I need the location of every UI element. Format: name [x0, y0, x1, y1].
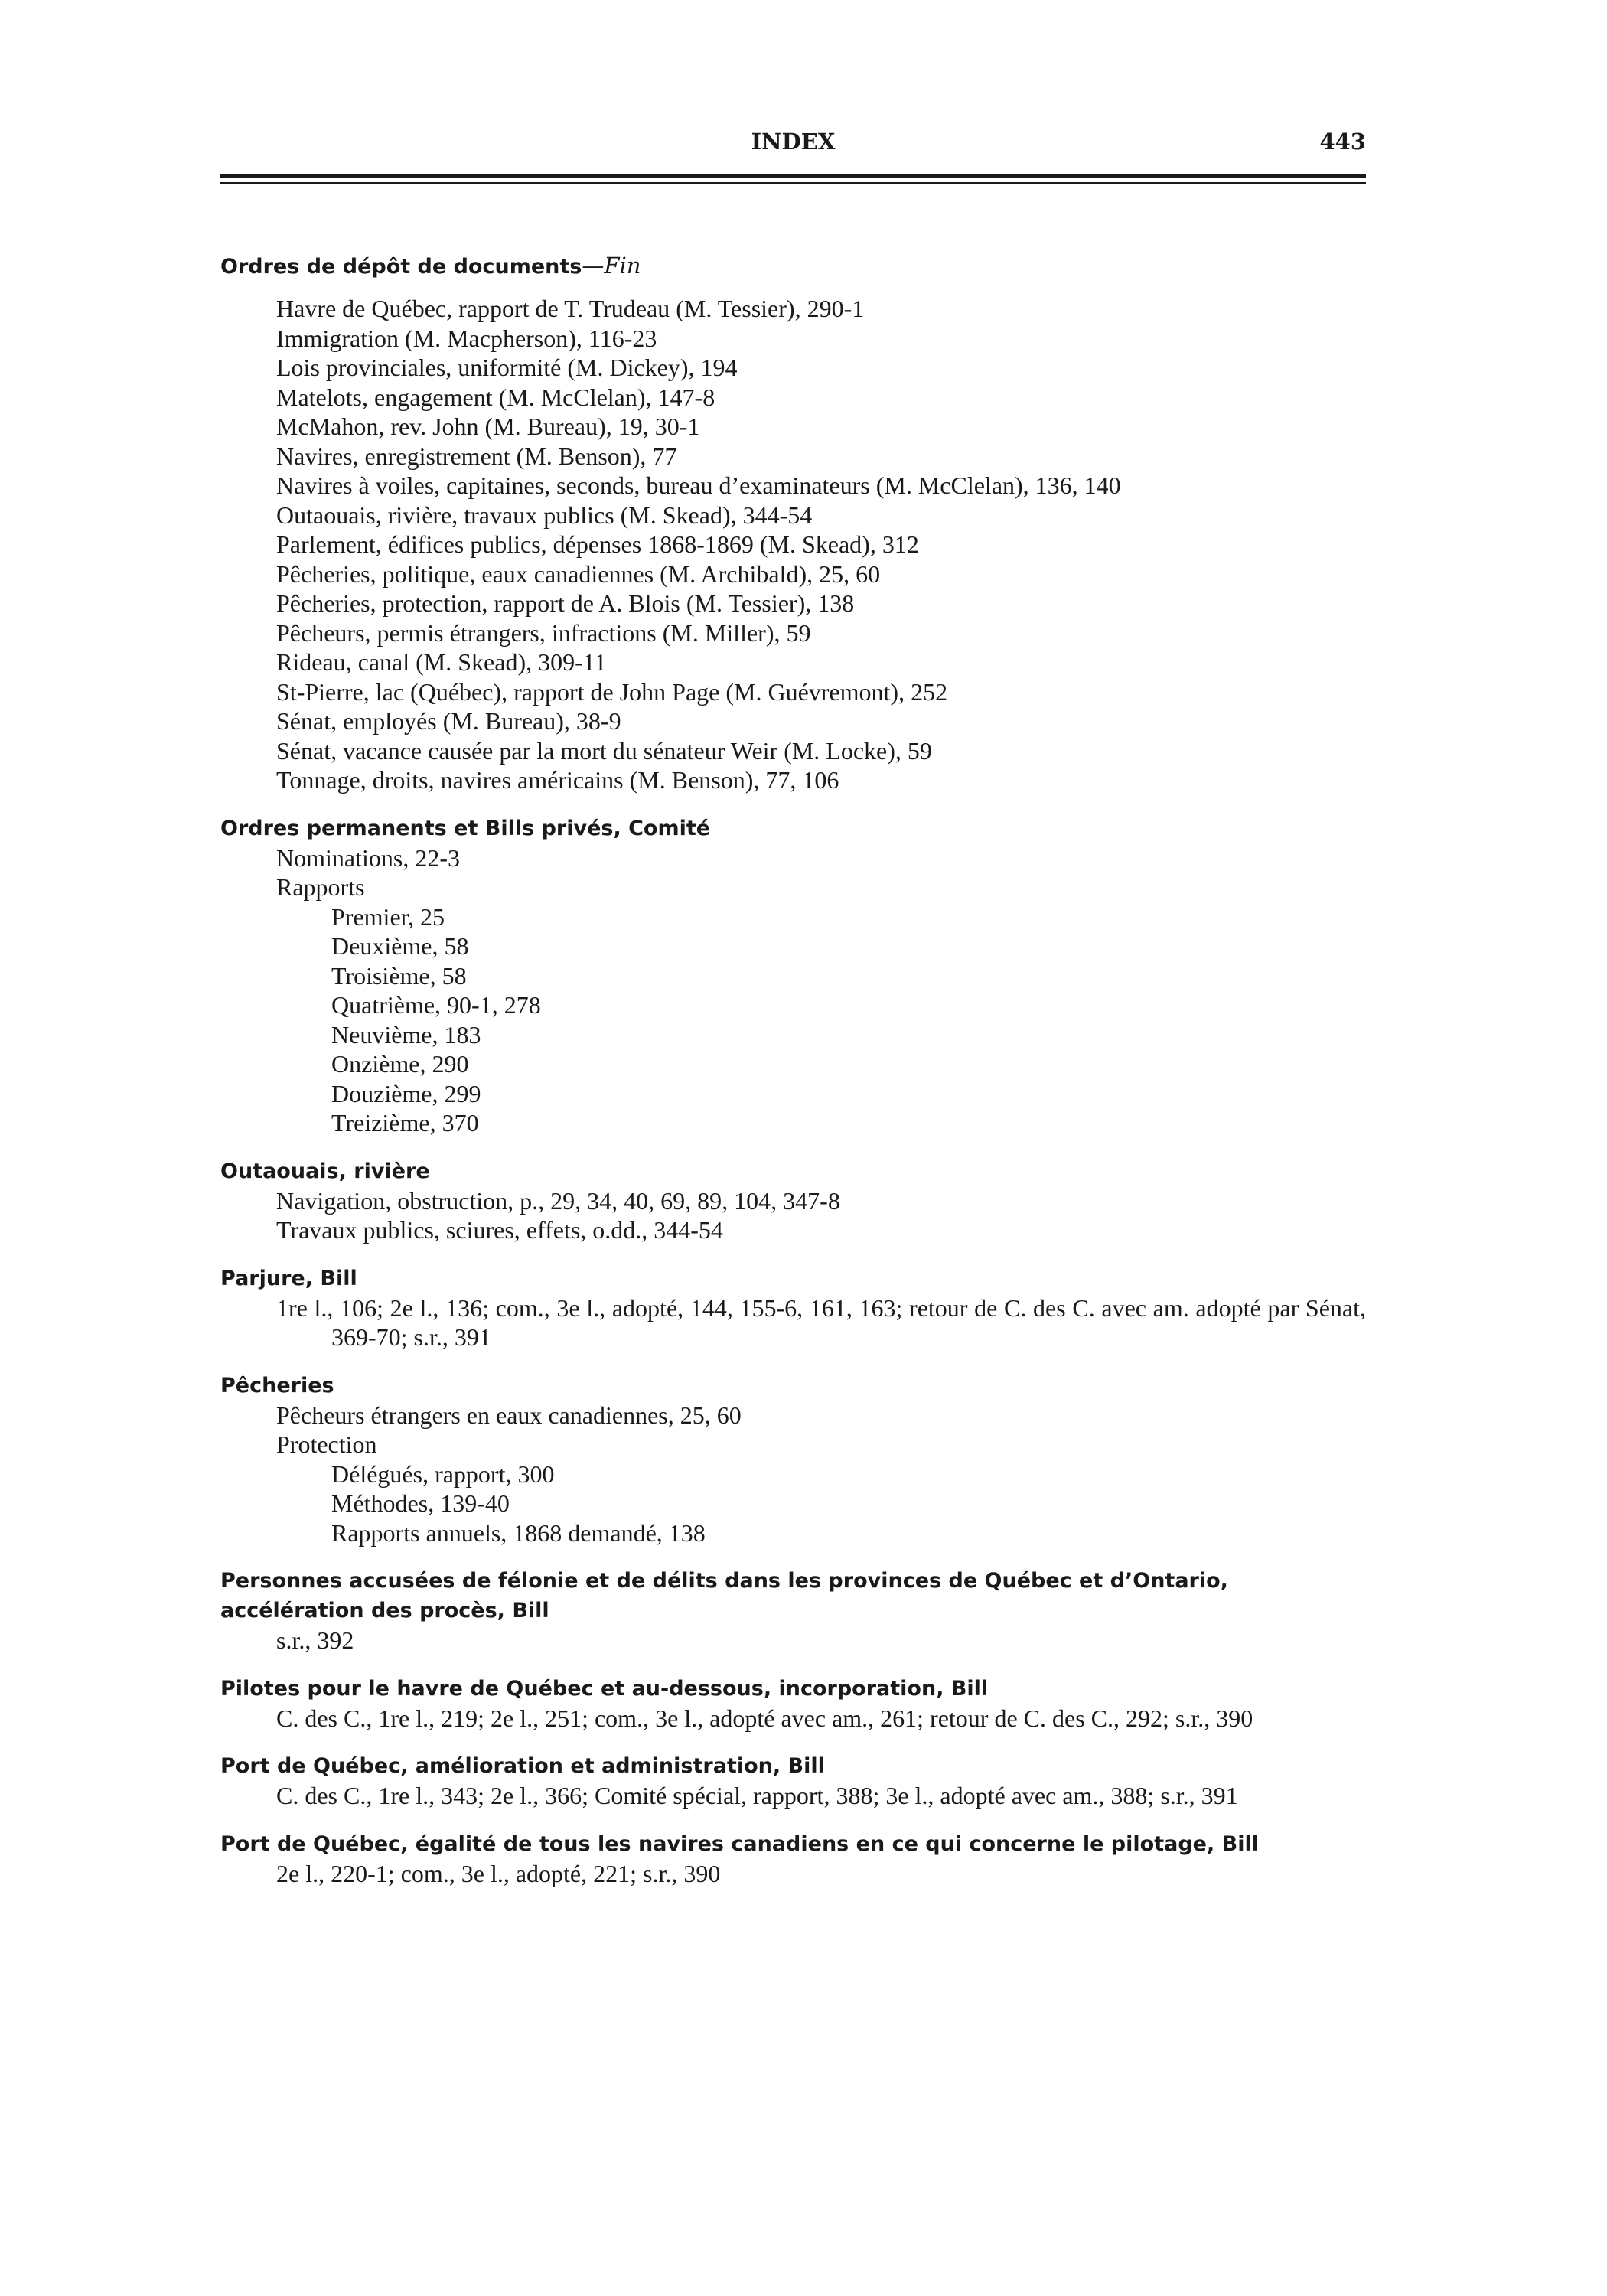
entry-heading: Personnes accusées de félonie et de délits dans les provinces de Québec et d’Ontario, accélération des procès, Bill [220, 1569, 1228, 1623]
index-item: Havre de Québec, rapport de T. Trudeau (M. Tessier), 290-1 [276, 295, 865, 322]
index-subitem: Premier, 25 [331, 902, 445, 931]
index-subitem: Deuxième, 58 [331, 932, 469, 960]
index-entry [220, 1751, 1366, 1811]
index-entry [220, 1674, 1366, 1733]
continuation-mark: —Fin [582, 253, 641, 279]
index-entry [220, 1156, 1366, 1245]
index-subitem: Délégués, rapport, 300 [331, 1459, 555, 1488]
index-item: Sénat, vacance causée par la mort du sénateur Weir (M. Locke), 59 [276, 736, 932, 765]
page-header [220, 129, 1366, 167]
index-item: Pêcheries, politique, eaux canadiennes (M. Archibald), 25, 60 [276, 559, 881, 588]
entry-heading: Ordres permanents et Bills privés, Comité [220, 816, 711, 840]
index-item: s.r., 392 [276, 1626, 354, 1654]
index-item: C. des C., 1re l., 219; 2e l., 251; com., 3e l., adopté avec am., 261; retour de C. des C., 292; s.r., 390 [276, 1704, 1253, 1732]
index-item: Protection [276, 1430, 377, 1458]
index-item: 1re l., 106; 2e l., 136; com., 3e l., adopté, 144, 155-6, 161, 163; retour de C. des C. avec am. adopté par Sénat, 369-70; s.r., 391 [276, 1293, 1366, 1351]
index-subitem: Troisième, 58 [331, 961, 467, 990]
entry-heading-text: Ordres de dépôt de documents [220, 255, 582, 279]
index-subitem: Onzième, 290 [331, 1050, 469, 1078]
index-entry [220, 251, 1366, 795]
entry-heading: Pêcheries [220, 1373, 334, 1397]
index-subitem: Treizième, 370 [331, 1109, 479, 1137]
index-entry [220, 814, 1366, 1138]
index-item: 2e l., 220-1; com., 3e l., adopté, 221; s.r., 390 [276, 1859, 721, 1887]
index-item: St-Pierre, lac (Québec), rapport de John Page (M. Guévremont), 252 [276, 677, 948, 706]
index-item: Navigation, obstruction, p., 29, 34, 40, 69, 89, 104, 347-8 [276, 1186, 840, 1215]
entry-heading [220, 251, 1366, 282]
index-subitem: Douzième, 299 [331, 1079, 481, 1107]
entry-heading: Port de Québec, égalité de tous les navires canadiens en ce qui concerne le pilotage, Bill [220, 1831, 1259, 1856]
index-item: McMahon, rev. John (M. Bureau), 19, 30-1 [276, 413, 700, 440]
page-number: 443 [1319, 129, 1366, 155]
index-item: C. des C., 1re l., 343; 2e l., 366; Comité spécial, rapport, 388; 3e l., adopté avec am., 388; s.r., 391 [276, 1782, 1238, 1809]
index-body [220, 251, 1366, 1906]
entry-heading: Port de Québec, amélioration et administration, Bill [220, 1754, 825, 1778]
index-subitem: Méthodes, 139-40 [331, 1489, 510, 1517]
index-item: Pêcheurs étrangers en eaux canadiennes, 25, 60 [276, 1401, 742, 1429]
header-rule-thick [220, 174, 1366, 178]
index-entry [220, 1829, 1366, 1889]
index-item: Immigration (M. Macpherson), 116-23 [276, 324, 657, 352]
index-item: Travaux publics, sciures, effets, o.dd., 344-54 [276, 1216, 723, 1244]
index-item: Rapports [276, 873, 365, 901]
index-item: Lois provinciales, uniformité (M. Dickey), 194 [276, 354, 738, 381]
index-item: Pêcheurs, permis étrangers, infractions (M. Miller), 59 [276, 618, 811, 647]
index-item: Navires, enregistrement (M. Benson), 77 [276, 442, 677, 470]
index-item: Nominations, 22-3 [276, 843, 460, 872]
index-item: Parlement, édifices publics, dépenses 1868-1869 (M. Skead), 312 [276, 530, 919, 558]
entry-heading: Parjure, Bill [220, 1266, 357, 1290]
index-subitem: Rapports annuels, 1868 demandé, 138 [331, 1518, 706, 1547]
entry-heading: Pilotes pour le havre de Québec et au-dessous, incorporation, Bill [220, 1676, 989, 1701]
index-item: Navires à voiles, capitaines, seconds, bureau d’examinateurs (M. McClelan), 136, 140 [276, 471, 1121, 499]
index-item: Pêcheries, protection, rapport de A. Blois (M. Tessier), 138 [276, 589, 855, 617]
header-rule-thin [220, 182, 1366, 184]
index-subitem: Quatrième, 90-1, 278 [331, 991, 541, 1019]
index-item: Rideau, canal (M. Skead), 309-11 [276, 648, 607, 676]
running-title: INDEX [751, 129, 836, 155]
entry-heading: Outaouais, rivière [220, 1159, 430, 1183]
index-item: Tonnage, droits, navires américains (M. Benson), 77, 106 [276, 766, 839, 794]
index-entry [220, 1264, 1366, 1352]
index-item: Outaouais, rivière, travaux publics (M. Skead), 344-54 [276, 501, 813, 529]
index-entry [220, 1566, 1366, 1655]
index-item: Sénat, employés (M. Bureau), 38-9 [276, 707, 621, 735]
index-subitem: Neuvième, 183 [331, 1020, 481, 1049]
index-item: Matelots, engagement (M. McClelan), 147-8 [276, 383, 715, 411]
index-entry [220, 1371, 1366, 1548]
